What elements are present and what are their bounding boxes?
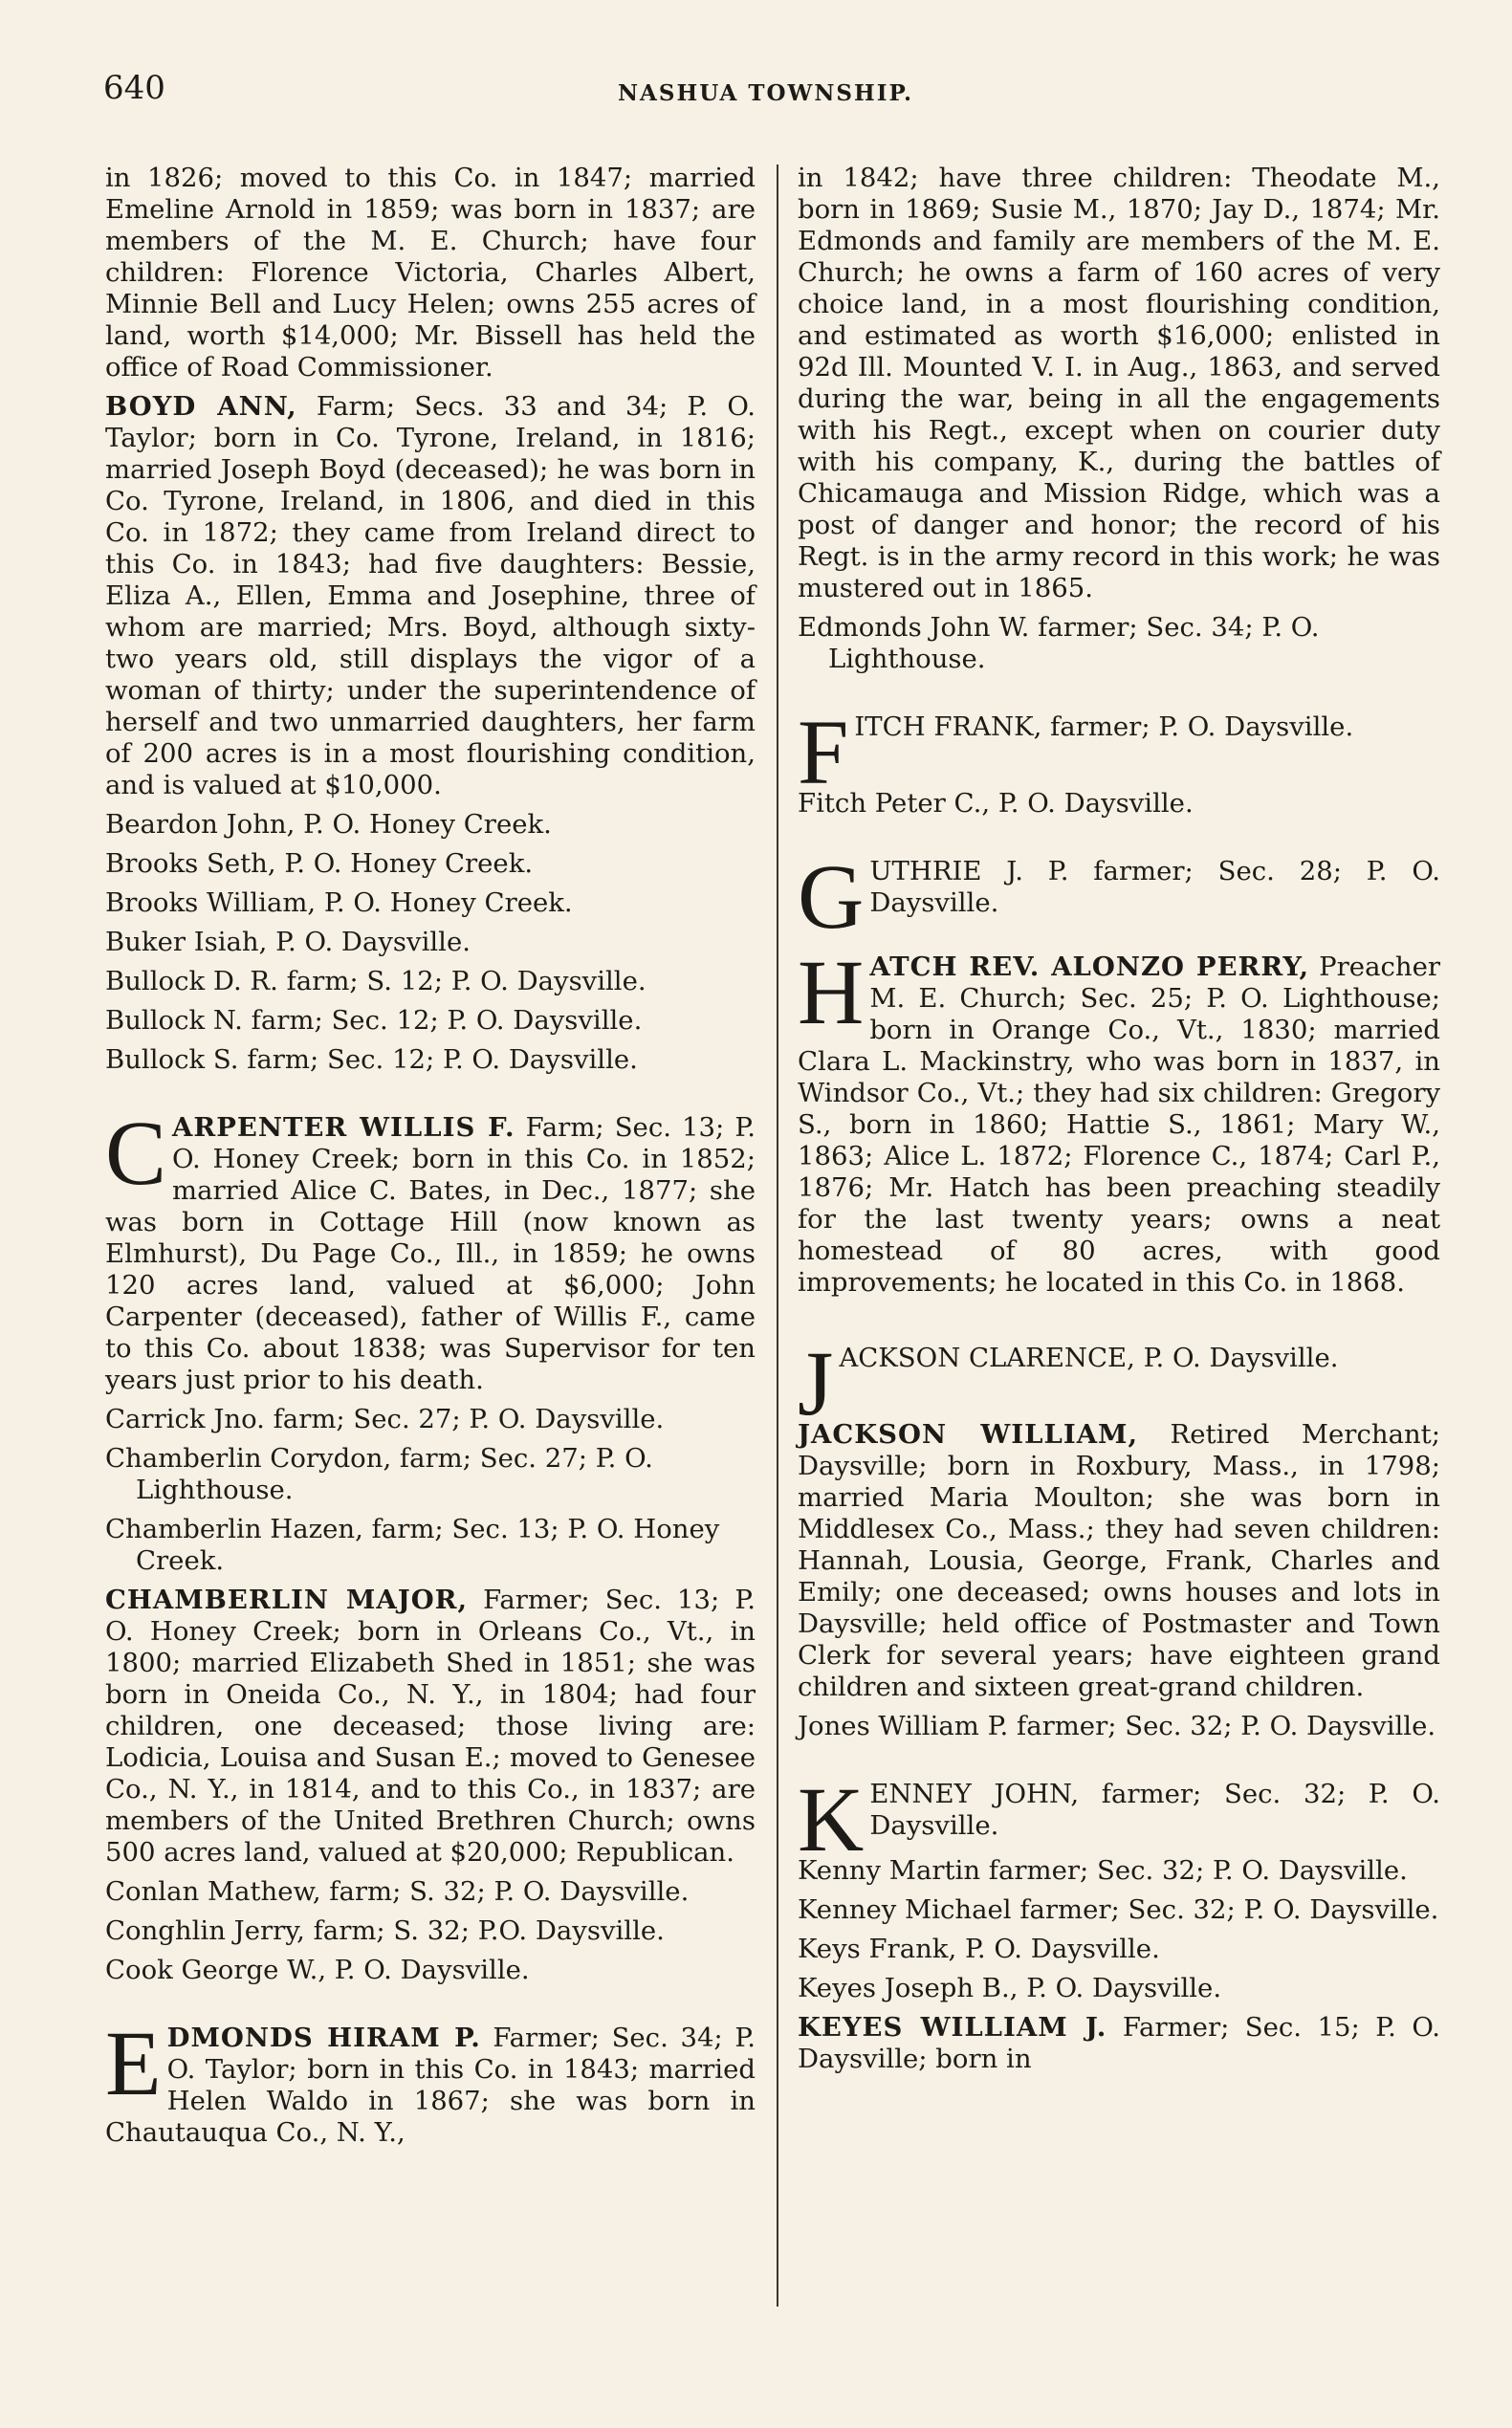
running-head: NASHUA TOWNSHIP. — [617, 80, 913, 106]
entry-guthrie — [798, 845, 1440, 948]
entry-listing: Conghlin Jerry, farm; S. 32; P.O. Daysville. — [105, 1915, 665, 1946]
right-column — [798, 163, 1440, 2083]
entry-name: CHAMBERLIN MAJOR, — [105, 1585, 469, 1615]
entry-name: JACKSON WILLIAM, — [798, 1419, 1139, 1450]
section-j — [798, 1332, 1440, 1434]
column-divider — [777, 164, 778, 2307]
drop-cap: H — [798, 941, 865, 1043]
entry-listing: Brooks William, P. O. Honey Creek. — [105, 887, 573, 918]
entry-edmonds-hiram — [105, 2012, 756, 2149]
entry-listing: Bullock D. R. farm; S. 12; P. O. Daysville. — [105, 966, 646, 996]
entry-listing: Chamberlin Corydon, farm; Sec. 27; P. O. Lighthouse. — [105, 1443, 653, 1505]
entry-carpenter-willis — [105, 1102, 756, 1396]
entry-listing: Cook George W., P. O. Daysville. — [105, 1955, 530, 1985]
entry-edmonds-continued: in 1842; have three children: Theodate M., born in 1869; Susie M., 1870; Jay D., 1874; Mr. Edmonds and family are members of the M. E. Church; he owns a farm of 160 acres of very choice land, in a most flourishing condition, and estimated as worth $16,000; enlisted in 92d Ill. Mounted V. I. in Aug., 1863, and served during the war, being in all the engagements with his Regt., except when on courier duty with his company, K., during the battles of Chicamauga and Mission Ridge, which was a post of danger and honor; the record of his Regt. is in the army record in this work; he was mustered out in 1865. — [798, 163, 1440, 603]
left-column — [105, 163, 756, 2156]
entry-listing: Fitch Peter C., P. O. Daysville. — [798, 788, 1194, 819]
drop-cap: F — [798, 701, 849, 803]
entry-text: ENNEY JOHN, farmer; Sec. 32; P. O. Daysville. — [869, 1779, 1440, 1841]
entry-text: Farmer; Sec. 34; P. O. Taylor; born in this Co. in 1843; married Helen Waldo in 1867; she was born in Chautauqua Co., N. Y., — [105, 2023, 756, 2148]
entry-boyd-ann — [105, 391, 756, 801]
entry-jackson-william — [798, 1419, 1440, 1703]
entry-listing: Edmonds John W. farmer; Sec. 34; P. O. Lighthouse. — [798, 612, 1320, 674]
entry-listing: Conlan Mathew, farm; S. 32; P. O. Daysville. — [105, 1876, 690, 1907]
drop-cap: C — [105, 1102, 167, 1204]
entry-listing: Carrick Jno. farm; Sec. 27; P. O. Daysville. — [105, 1404, 665, 1434]
entry-listing: Beardon John, P. O. Honey Creek. — [105, 809, 552, 840]
entry-listing: Kenney Michael farmer; Sec. 32; P. O. Daysville. — [798, 1894, 1439, 1925]
entry-text: ITCH FRANK, farmer; P. O. Daysville. — [854, 711, 1354, 742]
entry-listing: Buker Isiah, P. O. Daysville. — [105, 927, 471, 957]
entry-text: ACKSON CLARENCE, P. O. Daysville. — [839, 1343, 1339, 1373]
entry-listing: Kenny Martin farmer; Sec. 32; P. O. Daysville. — [798, 1855, 1408, 1886]
page-number: 640 — [103, 69, 165, 107]
entry-fitch-frank — [798, 701, 1440, 803]
entry-bissell-continued: in 1826; moved to this Co. in 1847; married Emeline Arnold in 1859; was born in 1837; are members of the M. E. Church; have four children: Florence Victoria, Charles Albert, Minnie Bell and Lucy Helen; owns 255 acres of land, worth $14,000; Mr. Bissell has held the office of Road Commissioner. — [105, 163, 756, 383]
entry-listing: Chamberlin Hazen, farm; Sec. 13; P. O. Honey Creek. — [105, 1514, 720, 1576]
section-c — [105, 1102, 756, 1404]
entry-text: Retired Merchant; Daysville; born in Roxbury, Mass., in 1798; married Maria Moulton; she was born in Middlesex Co., Mass.; they had seven children: Hannah, Lousia, George, Frank, Charles and Emily; one deceased; owns houses and lots in Daysville; held office of Postmaster and Town Clerk for several years; have eighteen grand children and sixteen great-grand children. — [798, 1419, 1440, 1702]
entry-name: DMONDS HIRAM P. — [166, 2023, 481, 2053]
entry-name: ARPENTER WILLIS F. — [172, 1112, 515, 1143]
entry-kenney-john — [798, 1768, 1440, 1870]
entry-name: BOYD ANN, — [105, 391, 297, 422]
entry-text: Farmer; Sec. 15; P. O. Daysville; born in — [798, 2012, 1440, 2074]
entry-listing: Bullock N. farm; Sec. 12; P. O. Daysville. — [105, 1005, 643, 1036]
entry-text: Farm; Sec. 13; P. O. Honey Creek; born in this Co. in 1852; married Alice C. Bates, in Dec., 1877; she was born in Cottage Hill (now known as Elmhurst), Du Page Co., Ill., in 1859; he owns 120 acres land, valued at $6,000; John Carpenter (deceased), father of Willis F., came to this Co. about 1838; was Supervisor for ten years just prior to his death. — [105, 1112, 756, 1395]
entry-listing: Jones William P. farmer; Sec. 32; P. O. Daysville. — [798, 1711, 1436, 1741]
section-f — [798, 701, 1440, 803]
drop-cap: G — [798, 845, 865, 948]
entry-listing: Keys Frank, P. O. Daysville. — [798, 1934, 1160, 1964]
entry-listing: Bullock S. farm; Sec. 12; P. O. Daysville. — [105, 1044, 638, 1075]
entry-name: ATCH REV. ALONZO PERRY, — [869, 952, 1310, 982]
entry-jackson-clarence — [798, 1332, 1440, 1434]
entry-keyes-william — [798, 2012, 1440, 2075]
section-h — [798, 941, 1440, 1306]
entry-listing: Brooks Seth, P. O. Honey Creek. — [105, 848, 534, 879]
entry-chamberlin-major — [105, 1585, 756, 1869]
entry-listing: Keyes Joseph B., P. O. Daysville. — [798, 1973, 1222, 2003]
entry-text: Farmer; Sec. 13; P. O. Honey Creek; born in Orleans Co., Vt., in 1800; married Elizabeth Shed in 1851; she was born in Oneida Co., N. Y., in 1804; had four children, one deceased; those living are: Lodicia, Louisa and Susan E.; moved to Genesee Co., N. Y., in 1814, and to this Co., in 1837; are members of the United Brethren Church; owns 500 acres land, valued at $20,000; Republican. — [105, 1585, 756, 1868]
entry-text: Farm; Secs. 33 and 34; P. O. Taylor; born in Co. Tyrone, Ireland, in 1816; married Joseph Boyd (deceased); he was born in Co. Tyrone, Ireland, in 1806, and died in this Co. in 1872; they came from Ireland direct to this Co. in 1843; had five daughters: Bessie, Eliza A., Ellen, Emma and Josephine, three of whom are married; Mrs. Boyd, although sixty-two years old, still displays the vigor of a woman of thirty; under the superintendence of herself and two unmarried daughters, her farm of 200 acres is in a most flourishing condition, and is valued at $10,000. — [105, 391, 756, 800]
drop-cap: J — [798, 1332, 834, 1434]
entry-text: Preacher M. E. Church; Sec. 25; P. O. Lighthouse; born in Orange Co., Vt., 1830; married Clara L. Mackinstry, who was born in 1837, in Windsor Co., Vt.; they had six children: Gregory S., born in 1860; Hattie S., 1861; Mary W., 1863; Alice L. 1872; Florence C., 1874; Carl P., 1876; Mr. Hatch has been preaching steadily for the last twenty years; owns a neat homestead of 80 acres, with good improvements; he located in this Co. in 1868. — [798, 952, 1440, 1298]
entry-hatch-alonzo — [798, 941, 1440, 1299]
section-g — [798, 845, 1440, 948]
entry-name: KEYES WILLIAM J. — [798, 2012, 1107, 2043]
section-e — [105, 2012, 756, 2149]
drop-cap: E — [105, 2012, 162, 2114]
page-header — [0, 69, 1512, 126]
section-k — [798, 1768, 1440, 1870]
entry-text: UTHRIE J. P. farmer; Sec. 28; P. O. Daysville. — [869, 856, 1440, 918]
drop-cap: K — [798, 1768, 865, 1870]
